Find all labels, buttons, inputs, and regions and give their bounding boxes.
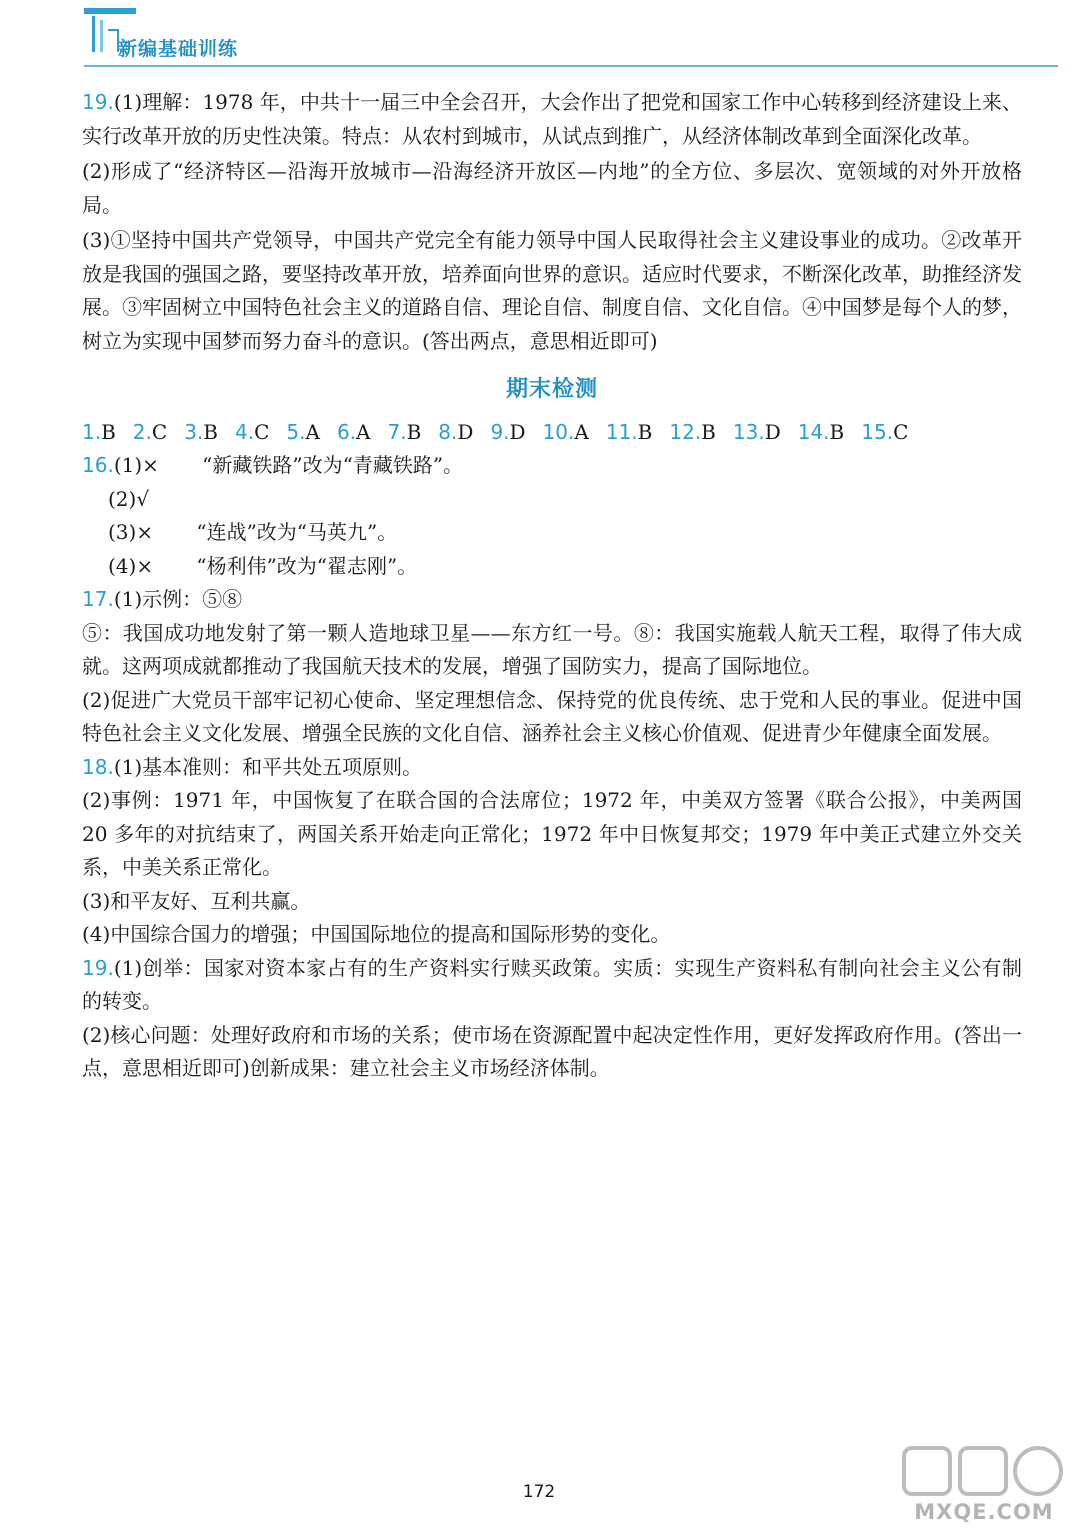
question-number: 19.	[82, 90, 114, 114]
q17-part2: (2)促进广大党员干部牢记初心使命、坚定理想信念、保持党的优良传统、忠于党和人民的事业。促进中国特色社会主义文化发展、增强全民族的文化自信、涵养社会主义核心价值观、促进青少年健康全面发展。	[82, 687, 1022, 745]
q17-part1: 17.(1)示例：⑤⑧	[82, 587, 243, 611]
q19a-part3: (3)①坚持中国共产党领导，中国共产党完全有能力领导中国人民取得社会主义建设事业的成功。②改革开放是我国的强国之路，要坚持改革开放，培养面向世界的意识。适应时代要求，不断深化改革，助推经济发展。③牢固树立中国特色社会主义的道路自信、理论自信、制度自信、文化自信。④中国梦是每个人的梦，树立为实现中国梦而努力奋斗的意识。(答出两点，意思相近即可)	[82, 228, 1022, 353]
q18-part2: (2)事例：1971 年，中国恢复了在联合国的合法席位；1972 年，中美双方签署《联合公报》，中美两国 20 多年的对抗结束了，两国关系开始走向正常化；1972 年中日恢复邦交；1979 年中美正式建立外交关系，中美关系正常化。	[82, 788, 1022, 879]
mc-answer-3: 3.B	[184, 420, 218, 444]
mc-answer-11: 11.B	[605, 420, 653, 444]
mc-answer-7: 7.B	[387, 420, 422, 444]
header-title: 新编基础训练	[118, 38, 239, 60]
mc-answer-5: 5.A	[286, 420, 320, 444]
q19b-part1: 19.(1)创举：国家对资本家占有的生产资料实行赎买政策。实质：实现生产资料私有制向社会主义公有制的转变。	[82, 955, 1022, 1013]
mc-answer-2: 2.C	[132, 420, 168, 444]
q16-item-1: 16.(1)× “新藏铁路”改为“青藏铁路”。	[82, 453, 464, 477]
q16-item-3: (3)× “连战”改为“马英九”。	[108, 520, 398, 544]
section-title: 期末检测	[505, 376, 598, 402]
page-header	[0, 0, 1078, 70]
q18-part1: 18.(1)基本准则：和平共处五项原则。	[82, 754, 423, 779]
mc-answer-15: 15.C	[861, 420, 909, 444]
mc-answer-14: 14.B	[797, 420, 845, 444]
watermark-logo	[898, 1442, 1070, 1532]
mc-answer-12: 12.B	[669, 420, 716, 444]
mc-answer-1: 1.B	[82, 420, 116, 444]
q18-part3: (3)和平友好、互利共赢。	[82, 888, 311, 913]
q19a-part1: 19.(1)理解：1978 年，中共十一届三中全会召开，大会作出了把党和国家工作中心转移到经济建设上来、实行改革开放的历史性决策。特点：从农村到城市，从试点到推广，从经济体制改革到全面深化改革。	[82, 90, 1022, 148]
answer-content	[82, 86, 1022, 1086]
multiple-choice-answers	[82, 415, 1022, 449]
watermark-icon	[898, 1442, 1070, 1502]
watermark-text: MXQE.COM	[914, 1500, 1054, 1524]
mc-answer-10: 10.A	[542, 420, 589, 444]
mc-answer-6: 6.A	[336, 420, 371, 444]
mc-answer-8: 8.D	[438, 420, 474, 444]
q17-part1-explanation: ⑤：我国成功地发射了第一颗人造地球卫星——东方红一号。⑧：我国实施载人航天工程，取得了伟大成就。这两项成就都推动了我国航天技术的发展，增强了国防实力，提高了国际地位。	[82, 620, 1022, 678]
mc-answer-13: 13.D	[732, 420, 781, 444]
q16-item-4: (4)× “杨利伟”改为“翟志刚”。	[108, 553, 418, 578]
page-number: 172	[522, 1482, 556, 1502]
mc-answer-4: 4.C	[235, 420, 270, 444]
mc-answer-9: 9.D	[490, 420, 526, 444]
q19b-part2: (2)核心问题：处理好政府和市场的关系；使市场在资源配置中起决定性作用，更好发挥政府作用。(答出一点，意思相近即可)创新成果：建立社会主义市场经济体制。	[82, 1022, 1022, 1080]
q16-item-2: (2)√	[108, 486, 150, 511]
q18-part4: (4)中国综合国力的增强；中国国际地位的提高和国际形势的变化。	[82, 922, 671, 946]
q19a-part2: (2)形成了“经济特区—沿海开放城市—沿海经济开放区—内地”的全方位、多层次、宽领域的对外开放格局。	[82, 159, 1022, 217]
